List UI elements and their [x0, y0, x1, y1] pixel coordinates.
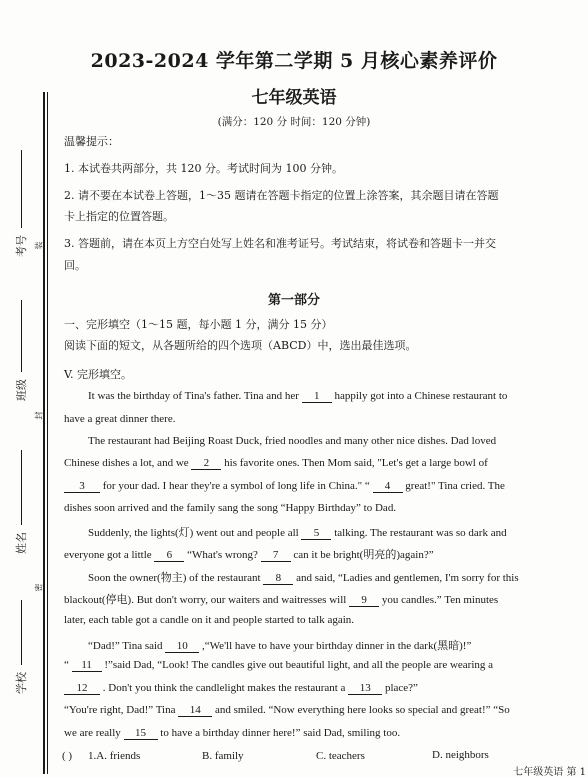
passage-line-4: Chinese dishes a lot, and we 2 his favorite ones. Then Mom said, "Let's get a large bowl of: [64, 457, 488, 469]
blank-5: 5: [301, 528, 331, 540]
section1-heading: 一、完形填空（1～15 题，每小题 1 分，满分 15 分）: [64, 318, 333, 331]
name-line: [21, 450, 22, 525]
school-line: [21, 600, 22, 665]
question-1-paren: ( ): [62, 750, 73, 762]
passage-line-11: later, each table got a candle on it and people started to talk again.: [64, 614, 355, 626]
passage-line-8: everyone got a little 6 “What's wrong? 7 can it be bright(明亮的)again?”: [64, 549, 434, 561]
binding-line-outer: [43, 92, 45, 774]
blank-6: 6: [154, 550, 184, 562]
question-1-option-a: 1.A. friends: [88, 750, 141, 762]
blank-13: 13: [348, 683, 382, 695]
blank-14: 14: [178, 705, 212, 717]
seal-char-3: 密: [34, 583, 44, 592]
school-label: 学校: [15, 672, 28, 694]
blank-4: 4: [373, 481, 403, 493]
exam-subtitle: 七年级英语: [251, 88, 337, 108]
blank-10: 10: [165, 641, 199, 653]
notice-item-1: 1. 本试卷共两部分，共 120 分。考试时间为 100 分钟。: [64, 162, 343, 175]
section1-instruction: 阅读下面的短文，从各题所给的四个选项（ABCD）中，选出最佳选项。: [64, 339, 417, 352]
passage-line-15: “You're right, Dad!” Tina 14 and smiled. “Now everything here looks so special and great!” “So: [64, 704, 510, 716]
passage-line-1: It was the birthday of Tina's father. Tina and her 1 happily got into a Chinese restaurant to: [88, 390, 508, 402]
exam-no-line: [21, 150, 22, 228]
part1-heading: 第一部分: [267, 293, 320, 308]
binding-line-inner: [47, 92, 48, 774]
notice-item-2b: 卡上指定的位置答题。: [64, 210, 174, 223]
passage-line-6: dishes soon arrived and the family sang the song “Happy Birthday” to Dad.: [64, 502, 397, 514]
score-info: (满分：120 分 时间：120 分钟): [217, 116, 371, 128]
notice-item-2a: 2. 请不要在本试卷上答题，1～35 题请在答题卡指定的位置上涂答案，其余题目请在答题: [64, 189, 499, 202]
passage-line-7: Suddenly, the lights(灯) went out and people all 5 talking. The restaurant was so dark and: [88, 527, 507, 539]
blank-1: 1: [302, 391, 332, 403]
passage-line-2: have a great dinner there.: [64, 413, 176, 425]
blank-2: 2: [191, 458, 221, 470]
blank-7: 7: [261, 550, 291, 562]
passage-line-5: 3 for your dad. I hear they're a symbol of long life in China." “ 4 great!" Tina cried. The: [64, 480, 505, 493]
seal-char-2: 封: [34, 411, 44, 420]
question-1-option-b: B. family: [202, 750, 244, 762]
exam-no-label: 考号: [15, 235, 28, 257]
seal-char-1: 装: [34, 241, 44, 250]
blank-15: 15: [124, 728, 158, 740]
question-1-option-d: D. neighbors: [432, 749, 489, 761]
section1-sub: V. 完形填空。: [64, 368, 133, 381]
passage-line-3: The restaurant had Beijing Roast Duck, fried noodles and many other nice dishes. Dad loved: [88, 435, 497, 447]
class-label: 班级: [15, 379, 28, 401]
question-1-option-c: C. teachers: [316, 750, 365, 762]
name-label: 姓名: [15, 532, 28, 554]
notice-item-3a: 3. 答题前，请在本页上方空白处写上姓名和准考证号。考试结束，将试卷和答题卡一并交: [64, 237, 496, 250]
passage-line-13: “ 11 !”said Dad, “Look! The candles give out beautiful light, and all the people are wearing a: [64, 659, 494, 671]
passage-line-9: Soon the owner(物主) of the restaurant 8 and said, “Ladies and gentlemen, I'm sorry for this: [88, 572, 519, 584]
passage-line-12: “Dad!” Tina said 10 ,“We'll have to have your birthday dinner in the dark(黑暗)!”: [88, 640, 472, 652]
blank-11: 11: [72, 660, 102, 672]
page-footer: 七年级英语 第 1: [513, 767, 586, 778]
notice-heading: 温馨提示：: [64, 135, 119, 148]
passage-line-16: we are really 15 to have a birthday dinner here!” said Dad, smiling too.: [64, 727, 401, 739]
notice-item-3b: 回。: [64, 259, 86, 272]
passage-line-10: blackout(停电). But don't worry, our waiters and waitresses will 9 you candles.” Ten minutes: [64, 594, 499, 606]
blank-9: 9: [349, 595, 379, 607]
blank-8: 8: [263, 573, 293, 585]
passage-line-14: 12 . Don't you think the candlelight makes the restaurant a 13 place?”: [64, 682, 418, 695]
blank-3: 3: [64, 481, 100, 493]
blank-12: 12: [64, 683, 100, 695]
exam-title: 2023-2024 学年第二学期 5 月核心素养评价: [90, 50, 498, 72]
class-line: [21, 300, 22, 372]
